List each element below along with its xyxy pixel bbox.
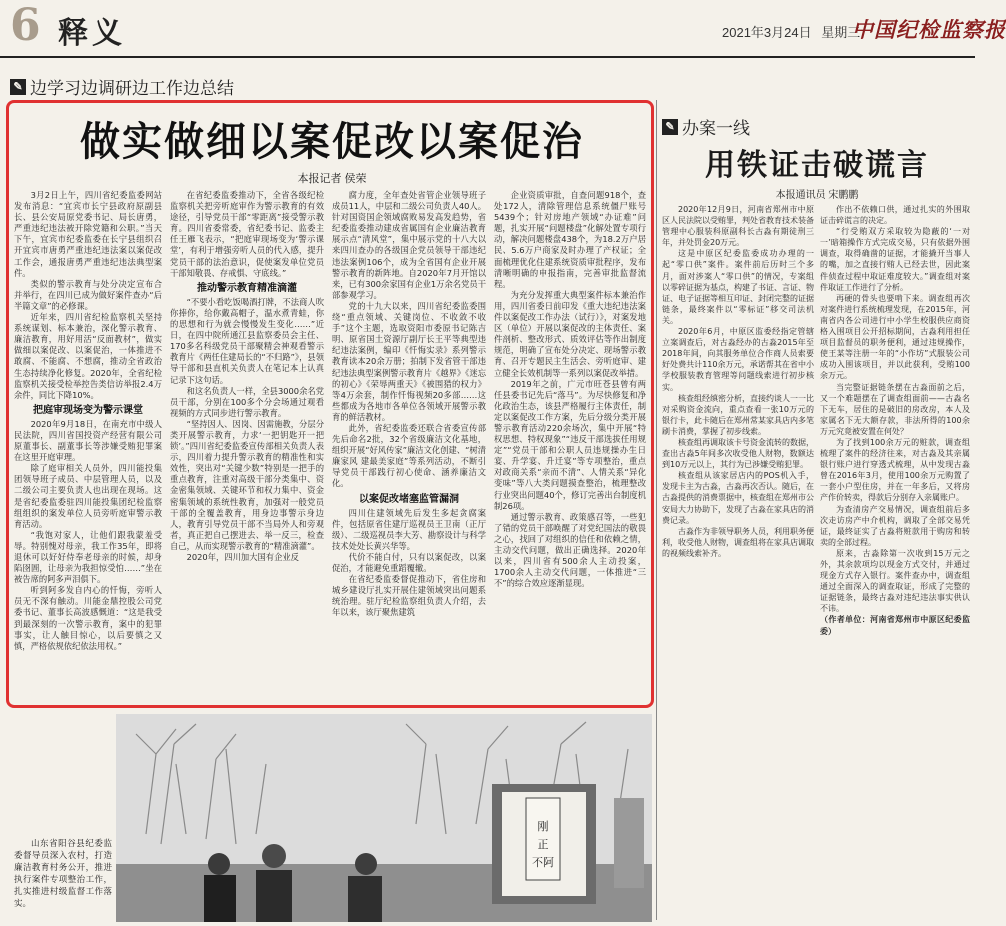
paper-logo: 中国纪检监察报 bbox=[852, 17, 1006, 42]
news-photo bbox=[116, 714, 652, 922]
date-line bbox=[722, 22, 866, 41]
page-number: 6 bbox=[10, 0, 41, 51]
side-byline: 本报通讯员 宋鹏鹏 bbox=[775, 190, 859, 201]
paragraph: 这是中原区纪委监委成功办理的一起“零口供”案件。案件前后历时三个多月，面对涉案人“零口供”的情况，专案组以零碎证据为基点，构建了书证、言证、物证、电子证据等相互印证、封闭完整的证据链条，最终案件以“零标证”移交司法机关。 bbox=[662, 249, 814, 325]
article-column-4 bbox=[494, 190, 646, 710]
left-kicker-label: 边学习边调研边工作边总结 bbox=[30, 79, 234, 98]
author-note: （作者单位：河南省郑州市中原区纪委监委） bbox=[820, 615, 970, 636]
paragraph: 原来，古淼除第一次收到15万元之外，其余款项均以现金方式交付，并通过现金方式存入银行。案件查办中，调查组通过全面深入的调查取证，形成了完整的证据链条，最终古淼对违纪违法事实供认不讳。 bbox=[820, 548, 970, 614]
paragraph: 除了庭审相关人员外，四川能投集团领导班子成员、中层管理人员，以及二级公司主要负责人也出现在现场。这是省纪委监委驻四川能投集团纪检监察组组织的案发单位人员旁听庭审警示教育活动。 bbox=[14, 463, 162, 529]
svg-text:不阿: 不阿 bbox=[532, 856, 554, 869]
paragraph: “不要小看吃饭喝酒打牌，不法商人吹你捧你，给你戴高帽子，温水煮青蛙，你的思想和行为就会慢慢发生变化……”近日，在四中院所通江县监察委员会主任、170多名科级党员干部聚精会神观看警示教育片《两任住建局长的“不归路”》，县领导干部和县直机关负责人在笔记本上认真记录下这句话。 bbox=[170, 296, 324, 385]
main-byline: 本报记者 侯荣 bbox=[297, 173, 367, 185]
paragraph: 再硬的骨头也要啃下来。调查组再次对案件进行系统梳理发现，在2015年，河南省内各公司进行中小学生校服供应商资格入围项目公开招标期间，古淼利用担任项目监督员的职务便利，通过违规操作，使王某等注册一年的“小作坊”式服装公司成功入围该项目，并以此获利，受贿100余万元。 bbox=[820, 293, 970, 381]
pen-icon: ✎ bbox=[10, 79, 26, 95]
paragraph: 近年来，四川省纪检监察机关坚持系统谋划、标本兼治，深化警示教育、廉洁教育，用好用活“反面教材”，做实做细以案促改、以案促治，一体推进不敢腐、不能腐、不想腐，推动全省政治生态持续净化修复。2020年，全省纪检监察机关接受检举控告类信访举报2.4万余件，同比下降10%。 bbox=[14, 312, 162, 400]
main-headline: 做实做细以案促改以案促治 bbox=[80, 118, 584, 165]
paragraph: 2020年12月9日，河南省郑州市中原区人民法院以受贿罪，判处省教育技术装备管理中心服装科原副科长古淼有期徒刑三年，并处罚金20万元。 bbox=[662, 205, 814, 248]
paragraph: 在省纪委监委推动下，全省各级纪检监察机关把旁听庭审作为警示教育的有效途径，引导党员干部“零距离”接受警示教育。四川省委常委，省纪委书记、监委主任王雁飞表示，“把庭审现场变为‘警示课堂’，有利于增强旁听人员的代入感，提升党员干部的法治意识，促使案发单位党员干部知敬畏、存戒惧、守底线。” bbox=[170, 190, 324, 278]
photo-caption: 山东省阳谷县纪委监委督导员深入农村，打造廉洁教育村务公开，推进执行案件专项整治工作，扎实推进村级监督工作落实。 bbox=[14, 839, 112, 909]
paragraph: “坚持因人、因岗、因需施教，分层分类开展警示教育，力求‘一把钥匙开一把锁’。”四川省纪委监委宣传部相关负责人表示，四川着力提升警示教育的精准性和实效性，突出对“关键少数”特别是一把手的重点教育，注重对高级干部分类集中、资金密集领域、关键环节和权力集中、资金密集领域的系统性教育，加强对一般党员干部的全覆盖教育，用身边事警示身边人，教育引导党员干部不当局外人和旁观者，真正把自己摆进去、举一反三，检查自己，从而实现警示教育的“精准滴灌”。 bbox=[170, 418, 324, 551]
paragraph: 作出不依赖口供，通过扎实的外围取证击碎谎言的决定。 bbox=[820, 205, 970, 226]
column-divider bbox=[656, 100, 657, 920]
article-column-3 bbox=[332, 190, 486, 710]
article-column-2 bbox=[170, 190, 324, 710]
left-kicker bbox=[10, 74, 234, 99]
subheading-1: 把庭审现场变为警示课堂 bbox=[33, 404, 143, 416]
paragraph: 在省纪委监委督促推动下，省住房和城乡建设厅扎实开展住建领域突出问题系统治理。驻厅纪检监察组负责人介绍，去年以来，该厅聚焦建筑 bbox=[332, 574, 486, 618]
section-title: 释义 bbox=[58, 16, 126, 51]
paragraph: 为查清房产交易情况，调查组前后多次走访房产中介机构，调取了全部交易凭证，最终证实了古淼将赃款用于购房和转卖的全部过程。 bbox=[820, 504, 970, 547]
paragraph: 核查组从该家居店内的POS机入手，发现卡主为古淼，古淼再次否认。随后，在古淼提供的消费票据中，核查组在郑州市公安局大力协助下，发现了古淼在家具店的消费记录。 bbox=[662, 471, 814, 525]
paragraph: 四川住建领域先后发生多起贪腐案件，包括原省住建厅巡视员王卫南（正厅级）、二级巡视员李大芳、勘察设计与科学技术处处长黄兴华等。 bbox=[332, 507, 486, 551]
pen-icon: ✎ bbox=[662, 119, 678, 135]
paragraph: 类似的警示教育与处分决定宣布合并举行，在四川已成为做好案件查办“后半篇文章”的必修课。 bbox=[14, 278, 162, 311]
paragraph: 为充分发挥重大典型案件标本兼治作用，四川省委日前印发《重大违纪违法案件以案促改工作办法（试行）》，对案发地区（单位）开展以案促改的主体责任、案件剖析、整改形式、质效评估等作出制度规范，明确了宣布处分决定、现场警示教育、召开专题民主生活会、旁听庭审、建立健全长效机制等一系列以案促改举措。 bbox=[494, 289, 646, 378]
right-kicker-label: 办案一线 bbox=[682, 119, 750, 138]
subheading-2: 推动警示教育精准滴灌 bbox=[197, 282, 297, 294]
paragraph: “行受贿双方采取较为隐蔽的‘一对一’暗箱操作方式完成交易，只有依据外围调查，取得确凿的证据，才能撬开当事人的嘴，加之直接行贿人已经去世，因此案件侦查过程中取证难度较大。”调查组对案件取证工作进行了分析。 bbox=[820, 227, 970, 292]
paragraph: 腐力度，全年查处省管企业领导班子成员11人，中层和二级公司负责人40人。针对国资国企领域腐败易发高发趋势，省纪委监委推动建成省属国有企业廉洁教育展示点“清风堂”，集中展示党的十八大以来四川查办的各级国企党员领导干部违纪违法案例106个，成为全省国有企业开展警示教育的新阵地。自2020年7月开馆以来，已有300余家国有企业1万余名党员干部参观学习。 bbox=[332, 190, 486, 300]
paragraph: 当完整证据链条摆在古淼面前之后，又一个难题摆在了调查组面前——古淼名下无车，居住的是破旧的房改房，本人及家属名下无大额存款，非法所得的100余万元究竟被安置在何处？ bbox=[820, 382, 970, 436]
photo-illustration bbox=[116, 714, 652, 922]
paragraph: 2020年9月18日，在南充市中级人民法院，四川省国投资产经营有限公司原董事长、副董事长等涉嫌受贿犯罪案在这里开庭审理。 bbox=[14, 418, 162, 463]
paragraph: 此外，省纪委监委还联合省委宣传部先后命名2批，32个省级廉洁文化基地，组织开展“好风传家”廉洁文化创建、“树清廉家风 建最美家庭”等系列活动，不断引导党员干部践行初心使命、涵养廉洁文化。 bbox=[332, 422, 486, 489]
paragraph: 通过警示教育、政策感召等，一些犯了错的党员干部唤醒了对党纪国法的敬畏之心，找回了对组织的信任和依赖之情，主动交代问题，做出正确选择。2020年以来，四川省有500余人主动投案，1700余人主动交代问题，一体推进“三不”的综合效应逐渐显现。 bbox=[494, 511, 646, 589]
paragraph: 代价不能白付，只有以案促改，以案促治，才能避免重蹈覆辙。 bbox=[332, 552, 486, 574]
subheading-3: 以案促改堵塞监管漏洞 bbox=[359, 493, 459, 505]
paragraph: 企业资质审批，自查问题918个，查处172人，清除管理信息系统僵尸账号5439个；针对房地产领域“办证难”问题，扎实开展“问题楼盘”化解处置专项行动，解决问题楼盘438个，为18.2万户居民、5.6万户商家及时办理了产权证；全面梳理优化住建系统资质审批程序，发布清晰明确的申报指南，完善审批监督流程。 bbox=[494, 190, 646, 289]
paragraph: 2019年之前，广元市旺苍县曾有两任县委书记先后“落马”。为尽快修复和净化政治生态，该县严格履行主体责任，制定以案促改工作方案，先后分级分类开展警示教育活动220余场次，集中开展“特权思想、特权现象”“违反干部选拔任用规定”“党员干部和公职人员违规操办生日宴、升学宴、升迁宴”等专项整治，重点对政商关系“亲而不清”、人情关系“异化变味”等八大类问题摸查整治，梳理整改行业突出问题40个，修订完善出台制度机制26项。 bbox=[494, 378, 646, 511]
issue-date: 2021年3月24日 bbox=[722, 25, 812, 40]
article-column-6 bbox=[820, 204, 970, 922]
svg-text:正: 正 bbox=[537, 838, 549, 851]
issue-weekday: 星期三 bbox=[821, 25, 861, 40]
paragraph: “我饱对家人，让他们跟我蒙羞受辱。特别愧对母亲，我工作35年，即将退休可以好好侍奉老母亲的时候，却身陷囹圄，让母亲为我担惊受怕……”坐在被告席的阿多声泪俱下。 bbox=[14, 529, 162, 585]
article-column-5 bbox=[662, 204, 814, 922]
svg-text:刚: 刚 bbox=[537, 820, 549, 833]
paragraph: 2020年，四川加大国有企业反 bbox=[186, 552, 299, 562]
right-kicker bbox=[662, 114, 750, 139]
paragraph: 核查组再调取该卡号资金流转的数据，查出古淼5年间多次收受他人财物，数额达到10万元以上，其行为已涉嫌受贿犯罪。 bbox=[662, 437, 814, 470]
masthead bbox=[0, 0, 1006, 58]
side-headline: 用铁证击破谎言 bbox=[705, 148, 929, 183]
paragraph: 听到阿多发自内心的忏悔，旁听人员无不深有触动。川能金鼎控股公司党委书记、董事长高波感慨道：“这是我受到最深刻的一次警示教育，案中的犯罪事实，让人触目惊心，以后要慎之又慎，严格依规依纪依法用权。” bbox=[14, 585, 162, 651]
paragraph: 为了找到100余万元的赃款，调查组梳理了案件的经济往来，对古淼及其亲属银行账户进行穿透式梳理，从中发现古淼曾在2016年3月，使用100余万元购置了一套小户型住房，并在一年多后，又将房产作价转卖，得款后分别存入亲属账户。 bbox=[820, 437, 970, 503]
paragraph: 古淼作为非领导职务人员，利用职务便利，收受他人财物，调查组将在家具店调取的视频线索补齐。 bbox=[662, 526, 814, 558]
paragraph: 2020年6月，中原区监委经指定管辖立案调查后，对古淼经办的古淼2015年至2018年间，向其服务单位合作商人员索要好处费共计110余万元，承诺帮其在省中小学校服装教育管理等问题线索进行初步核实。 bbox=[662, 327, 814, 392]
article-column-1 bbox=[14, 190, 162, 710]
paragraph: 核查组经缜密分析，直接约谈人一一比对采购资金流向，重点查看一张10万元的银行卡，此卡随后在郑州常某家具店内多笔刷卡消费，掌握了初步线索。 bbox=[662, 393, 814, 436]
paragraph: 和这名负责人一样，全县3000余名党员干部，分别在100多个分会场通过观看视频的方式同步进行警示教育。 bbox=[170, 385, 324, 418]
paragraph: 3月2日上午，四川省纪委监委网站发布消息：“宜宾市长宁县政府原副县长、县公安局原党委书记、局长唐勇，严重违纪违法被开除党籍和公职。”当天下午，宜宾市纪委监委在长宁县组织召开宜宾市唐勇严重违纪违法案以案促改工作会，通报唐勇严重违纪违法典型案件。 bbox=[14, 190, 162, 278]
paragraph: 党的十九大以来，四川省纪委监委围绕“重点领域、关键岗位、不收敛不收手”这个主题，选取资阳市委原书记陈吉明、原省国土资源厅副厅长王平等典型违纪违法案例，编印《忏悔实录》系列警示教育读本20余万册；拍制下发省管干部违纪违法典型案例警示教育片《越界》《迷忘的初心》《荣辱两重天》《被围猎的权力》等4万余套，制作忏悔视频20多部……这些都成为各地市各单位各领域开展警示教育的鲜活教材。 bbox=[332, 300, 486, 422]
